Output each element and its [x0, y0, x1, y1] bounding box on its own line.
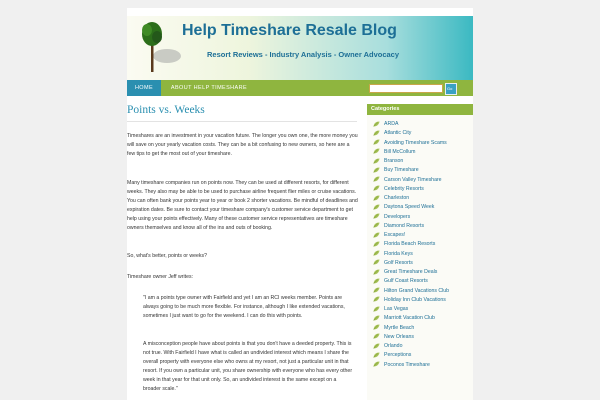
post-blockquote: A misconception people have about points is that you don't have a deeded property. This is not true. With Fairfield I have what is called an undivided interest which means I share the overall property with everyone else who owns at my resort, not just a particular unit in that resort. If you own a particular unit, you share ownership with everyone who has every other week in that year for that unit only. So, an undivided interest is the same except on a broader scale." [143, 341, 353, 392]
leaf-bullet-icon [373, 222, 380, 228]
category-item[interactable] [373, 240, 471, 249]
sidebar [367, 104, 473, 400]
category-label: Hilton Grand Vacations Club [384, 287, 450, 294]
category-item[interactable] [373, 185, 471, 194]
nav-about-link[interactable]: ABOUT HELP TIMESHARE [170, 85, 248, 91]
category-label: Golf Resorts [384, 259, 413, 266]
leaf-bullet-icon [373, 296, 380, 302]
post-title[interactable]: Points vs. Weeks [127, 104, 205, 116]
leaf-bullet-icon [373, 333, 380, 339]
category-item[interactable] [373, 213, 471, 222]
category-label: Florida Keys [384, 250, 413, 257]
category-label: Marriott Vacation Club [384, 315, 435, 322]
category-item[interactable] [373, 148, 471, 157]
leaf-bullet-icon [373, 130, 380, 136]
blog-tagline: Resort Reviews - Industry Analysis - Owner Advocacy [207, 50, 400, 59]
leaf-bullet-icon [373, 167, 380, 173]
search-button[interactable] [445, 83, 457, 95]
leaf-bullet-icon [373, 352, 380, 358]
leaf-bullet-icon [373, 315, 380, 321]
post-paragraph: Many timeshare companies run on points now. They can be used at different resorts, for different weeks. They also may be able to be used to purchase airline frequent flier miles or cruise vacations. You can often bank your points year to year or book 2 shorter vacations. Be mindful of deadlines and expiration dates. Be sure to contact your timeshare company's customer service department to get help using your points effectively. Many of these customer service representatives are timeshare owners themselves and know all of the ins and outs of booking. [127, 180, 358, 231]
category-label: Daytona Speed Week [384, 204, 435, 211]
category-item[interactable] [373, 268, 471, 277]
category-label: Atlantic City [384, 130, 412, 137]
category-label: Avoiding Timeshare Scams [384, 139, 447, 146]
page-wrapper [127, 8, 473, 400]
category-label: New Orleans [384, 333, 414, 340]
leaf-bullet-icon [373, 306, 380, 312]
category-label: ARDA [384, 121, 399, 127]
categories-heading: Categories [367, 104, 473, 115]
category-label: Charleston [384, 195, 410, 201]
leaf-bullet-icon [373, 241, 380, 247]
post-paragraph: Timeshare owner Jeff writes: [127, 274, 194, 280]
leaf-bullet-icon [373, 195, 380, 201]
post-paragraph: So, what's better, points or weeks? [127, 253, 207, 259]
nav-bar [127, 80, 473, 96]
leaf-bullet-icon [373, 185, 380, 191]
category-label: Myrtle Beach [384, 324, 415, 331]
category-item[interactable] [373, 324, 471, 333]
leaf-bullet-icon [373, 343, 380, 349]
leaf-bullet-icon [373, 121, 380, 127]
category-item[interactable] [373, 361, 471, 370]
category-item[interactable] [373, 259, 471, 268]
category-item[interactable] [373, 166, 471, 175]
category-label: Escapes! [384, 232, 406, 238]
leaf-bullet-icon [373, 324, 380, 330]
category-item[interactable] [373, 139, 471, 148]
category-item[interactable] [373, 287, 471, 296]
search-button-label: Go [447, 86, 453, 91]
category-item[interactable] [373, 296, 471, 305]
category-item[interactable] [373, 129, 471, 138]
category-item[interactable] [373, 333, 471, 342]
category-item[interactable] [373, 351, 471, 360]
category-label: Perceptions [384, 352, 412, 359]
leaf-bullet-icon [373, 278, 380, 284]
category-item[interactable] [373, 231, 471, 240]
category-label: Bill McCollum [384, 148, 416, 155]
palm-tree-logo-icon[interactable] [133, 18, 183, 76]
category-item[interactable] [373, 314, 471, 323]
post-blockquote: "I am a points type owner with Fairfield and yet I am an RCI weeks member. Points are always going to be much more flexible. For instance, although I like extended vacations, sometimes I just want to go for the weekend. I can do this with points. [143, 295, 345, 319]
category-item[interactable] [373, 342, 471, 351]
leaf-bullet-icon [373, 213, 380, 219]
leaf-bullet-icon [373, 176, 380, 182]
category-label: Celebrity Resorts [384, 185, 424, 192]
leaf-bullet-icon [373, 250, 380, 256]
category-label: Orlando [384, 343, 403, 349]
category-label: Carson Valley Timeshare [384, 176, 442, 183]
category-label: Poconos Timeshare [384, 361, 430, 368]
category-item[interactable] [373, 277, 471, 286]
category-item[interactable] [373, 203, 471, 212]
category-label: Developers [384, 213, 411, 220]
category-item[interactable] [373, 120, 471, 129]
category-item[interactable] [373, 157, 471, 166]
blog-header [127, 16, 473, 80]
leaf-bullet-icon [373, 232, 380, 238]
category-label: Branson [384, 158, 404, 164]
search-input[interactable] [369, 84, 443, 93]
leaf-bullet-icon [373, 259, 380, 265]
leaf-bullet-icon [373, 204, 380, 210]
blog-title[interactable]: Help Timeshare Resale Blog [182, 22, 397, 39]
post-divider [127, 121, 357, 122]
category-label: Holiday Inn Club Vacations [384, 296, 446, 303]
category-label: Gulf Coast Resorts [384, 278, 428, 285]
post-paragraph: Timeshares are an investment in your vacation future. The longer you own one, the more money you will save on your yearly vacation costs. They can be a bit confusing to new owners, so here are a few tips to get the most out of your timeshare. [127, 133, 358, 157]
category-item[interactable] [373, 176, 471, 185]
leaf-bullet-icon [373, 158, 380, 164]
category-item[interactable] [373, 250, 471, 259]
leaf-bullet-icon [373, 361, 380, 367]
leaf-bullet-icon [373, 139, 380, 145]
category-item[interactable] [373, 222, 471, 231]
nav-home-link[interactable]: HOME [127, 80, 161, 96]
category-label: Florida Beach Resorts [384, 241, 436, 248]
category-label: Buy Timeshare [384, 167, 419, 174]
category-item[interactable] [373, 194, 471, 203]
category-list [373, 120, 471, 370]
category-label: Las Vegas [384, 306, 409, 312]
category-label: Diamond Resorts [384, 222, 425, 229]
category-label: Great Timeshare Deals [384, 269, 438, 275]
leaf-bullet-icon [373, 287, 380, 293]
category-item[interactable] [373, 305, 471, 314]
leaf-bullet-icon [373, 269, 380, 275]
leaf-bullet-icon [373, 148, 380, 154]
